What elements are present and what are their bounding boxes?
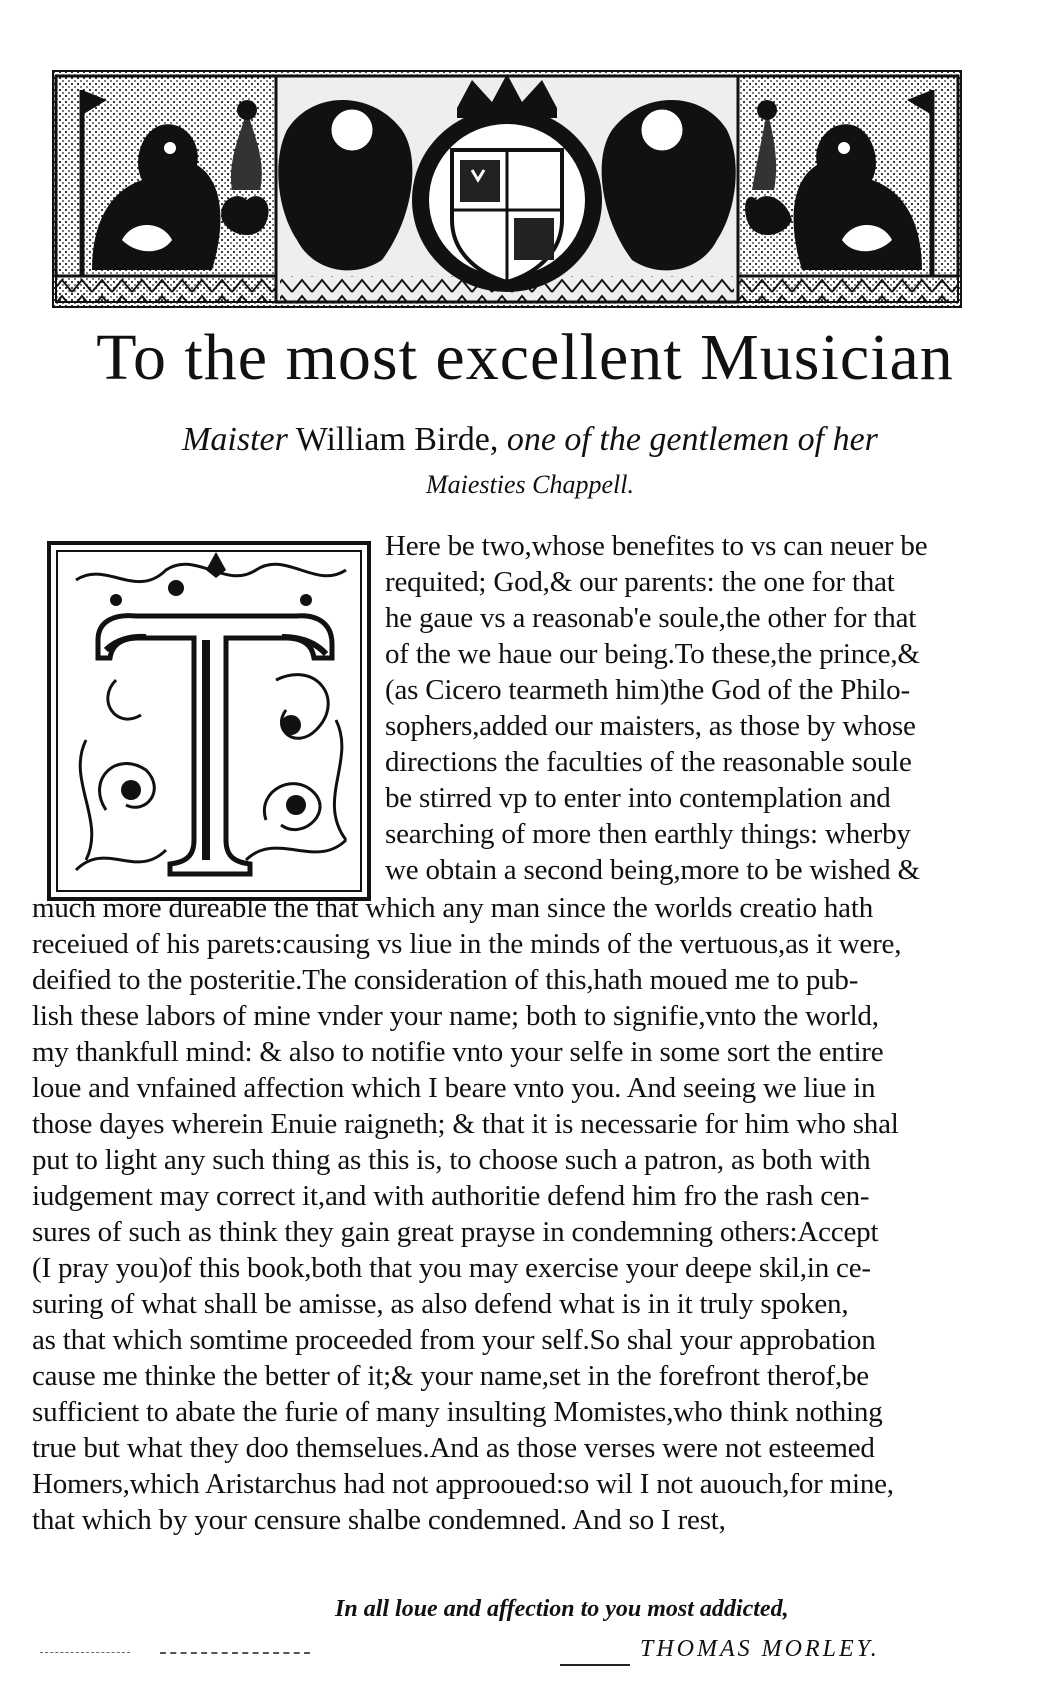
- dedicatee-name: William Birde,: [295, 421, 499, 458]
- body-line: Here be two,whose benefites to vs can neuer be: [385, 530, 928, 562]
- decorated-initial-icon: [46, 540, 372, 902]
- dedicatee-rest: one of the gentlemen of her: [506, 421, 878, 458]
- body-line: (as Cicero tearmeth him)the God of the Philo-: [385, 674, 910, 706]
- body-line: iudgement may correct it,and with authoritie defend him fro the rash cen-: [32, 1180, 870, 1212]
- body-line: sophers,added our maisters, as those by whose: [385, 710, 916, 742]
- body-line: of the we haue our being.To these,the prince,&: [385, 638, 920, 670]
- body-line: that which by your censure shalbe condemned. And so I rest,: [32, 1504, 726, 1536]
- body-line: much more dureable the that which any man since the worlds creatio hath: [32, 892, 874, 924]
- body-line: sures of such as think they gain great prayse in condemning others:Accept: [32, 1216, 879, 1248]
- dedicatee-line: [80, 418, 980, 462]
- body-line: put to light any such thing as this is, to choose such a patron, as both with: [32, 1144, 871, 1176]
- body-line: searching of more then earthly things: wherby: [385, 818, 911, 850]
- body-line: be stirred vp to enter into contemplation and: [385, 782, 891, 814]
- body-line: suring of what shall be amisse, as also defend what is in it truly spoken,: [32, 1288, 849, 1320]
- decorative-dash: [160, 1652, 310, 1654]
- body-line: (I pray you)of this book,both that you may exercise your deepe skil,in ce-: [32, 1252, 871, 1284]
- dedicatee-prefix: Maister: [182, 421, 288, 458]
- dedicatee-line-2: Maiesties Chappell.: [426, 470, 634, 499]
- body-line: loue and vnfained affection which I beare vnto you. And seeing we liue in: [32, 1072, 876, 1104]
- body-line: those dayes wherein Enuie raigneth; & that it is necessarie for him who shal: [32, 1108, 899, 1140]
- body-line: deified to the posteritie.The consideration of this,hath moued me to pub-: [32, 964, 859, 996]
- body-line: as that which somtime proceeded from your self.So shal your approbation: [32, 1324, 876, 1356]
- body-line: Homers,which Aristarchus had not approoued:so wil I not auouch,for mine,: [32, 1468, 894, 1500]
- body-line: requited; God,& our parents: the one for that: [385, 566, 895, 598]
- body-line: we obtain a second being,more to be wished &: [385, 854, 920, 886]
- body-line: receiued of his parets:causing vs liue in the minds of the vertuous,as it were,: [32, 928, 902, 960]
- signature: THOMAS MORLEY.: [640, 1636, 880, 1662]
- signature-rule: [560, 1664, 630, 1666]
- body-line: lish these labors of mine vnder your name; both to signifie,vnto the world,: [32, 1000, 879, 1032]
- woodcut-header-ornament-icon: [52, 70, 962, 308]
- body-line: true but what they doo themselues.And as those verses were not esteemed: [32, 1432, 875, 1464]
- body-line: directions the faculties of the reasonable soule: [385, 746, 912, 778]
- body-line: sufficient to abate the furie of many insulting Momistes,who think nothing: [32, 1396, 883, 1428]
- body-line: he gaue vs a reasonab'e soule,the other for that: [385, 602, 917, 634]
- decorative-dash: [40, 1652, 130, 1653]
- page-title: To the most excellent Musician: [96, 321, 954, 394]
- body-line: my thankfull mind: & also to notifie vnto your selfe in some sort the entire: [32, 1036, 884, 1068]
- body-line: cause me thinke the better of it;& your name,set in the forefront therof,be: [32, 1360, 869, 1392]
- closing-line: In all loue and affection to you most addicted,: [335, 1596, 789, 1622]
